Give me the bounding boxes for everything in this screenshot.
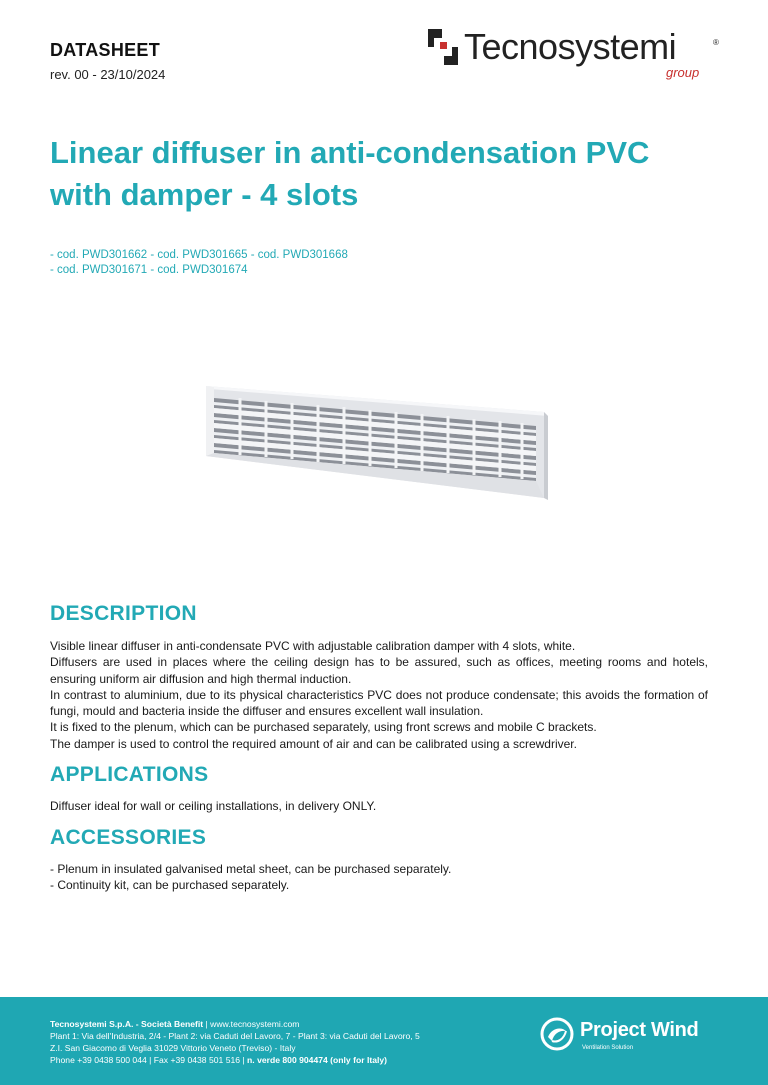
codes-line-2: - cod. PWD301671 - cod. PWD301674 <box>50 264 248 276</box>
project-wind-tagline: Ventilation Solution <box>582 1045 634 1051</box>
project-wind-name: Project Wind <box>580 1019 699 1041</box>
accessory-item: - Plenum in insulated galvanised metal sheet, can be purchased separately. <box>50 862 452 876</box>
description-paragraph: Diffusers are used in places where the ceiling design has to be assured, such as offices, meeting rooms and hotels, ensuring uniform air diffusion and high thermal induction. <box>50 655 708 686</box>
footer-address: Z.I. San Giacomo di Veglia 31029 Vittorio Veneto (Treviso) - Italy <box>50 1043 296 1053</box>
company-name: Tecnosystemi S.p.A. - Società Benefit <box>50 1019 204 1029</box>
description-paragraph: The damper is used to control the required amount of air and can be calibrated using a screwdriver. <box>50 736 577 751</box>
tecnosystemi-logo-mark-icon <box>428 29 458 65</box>
applications-text: Diffuser ideal for wall or ceiling installations, in delivery ONLY. <box>50 799 377 813</box>
brand-name: Tecnosystemi <box>464 26 677 67</box>
applications-body <box>50 798 708 814</box>
brand-registered: ® <box>713 38 719 47</box>
brand-group: group <box>666 65 700 80</box>
footer-plants: Plant 1: Via dell'Industria, 2/4 - Plant 2: via Caduti del Lavoro, 7 - Plant 3: via Caduti del Lavoro, 5 <box>50 1031 420 1041</box>
diffuser-product-image <box>200 378 560 508</box>
doc-type: DATASHEET <box>50 40 161 60</box>
description-paragraph: Visible linear diffuser in anti-condensate PVC with adjustable calibration damper with 4 slots, white. <box>50 639 576 653</box>
title-line-1: Linear diffuser in anti-condensation PVC <box>50 135 650 170</box>
description-heading: DESCRIPTION <box>50 602 197 625</box>
footer-line-phone <box>50 1054 420 1066</box>
website: | www.tecnosystemi.com <box>203 1019 300 1029</box>
project-wind-swirl-icon <box>540 1017 574 1051</box>
page-footer <box>0 997 768 1085</box>
accessories-body <box>50 861 708 894</box>
doc-header <box>50 40 165 82</box>
accessory-item: - Continuity kit, can be purchased separately. <box>50 878 290 893</box>
footer-line-company <box>50 1018 420 1030</box>
product-codes <box>50 248 348 278</box>
title-line-2: with damper - 4 slots <box>50 177 359 212</box>
footer-contact <box>50 1018 420 1066</box>
description-body <box>50 638 708 752</box>
project-wind-logo <box>540 1017 740 1057</box>
description-paragraph: It is fixed to the plenum, which can be purchased separately, using front screws and mobile C brackets. <box>50 720 597 735</box>
codes-line-1: - cod. PWD301662 - cod. PWD301665 - cod. PWD301668 <box>50 249 348 261</box>
applications-heading: APPLICATIONS <box>50 763 209 786</box>
tecnosystemi-logo <box>428 26 728 82</box>
description-paragraph: In contrast to aluminium, due to its physical characteristics PVC does not produce condensate; this avoids the formation of fungi, mould and bacteria inside the diffuser and ensures excellent wall insulation. <box>50 687 708 719</box>
phone-fax: Phone +39 0438 500 044 | Fax +39 0438 501 516 | <box>50 1055 248 1065</box>
accessories-heading: ACCESSORIES <box>50 826 207 849</box>
page-title <box>50 132 730 216</box>
revision: rev. 00 - 23/10/2024 <box>50 67 166 82</box>
toll-free: n. verde 800 904474 (only for Italy) <box>247 1055 387 1065</box>
